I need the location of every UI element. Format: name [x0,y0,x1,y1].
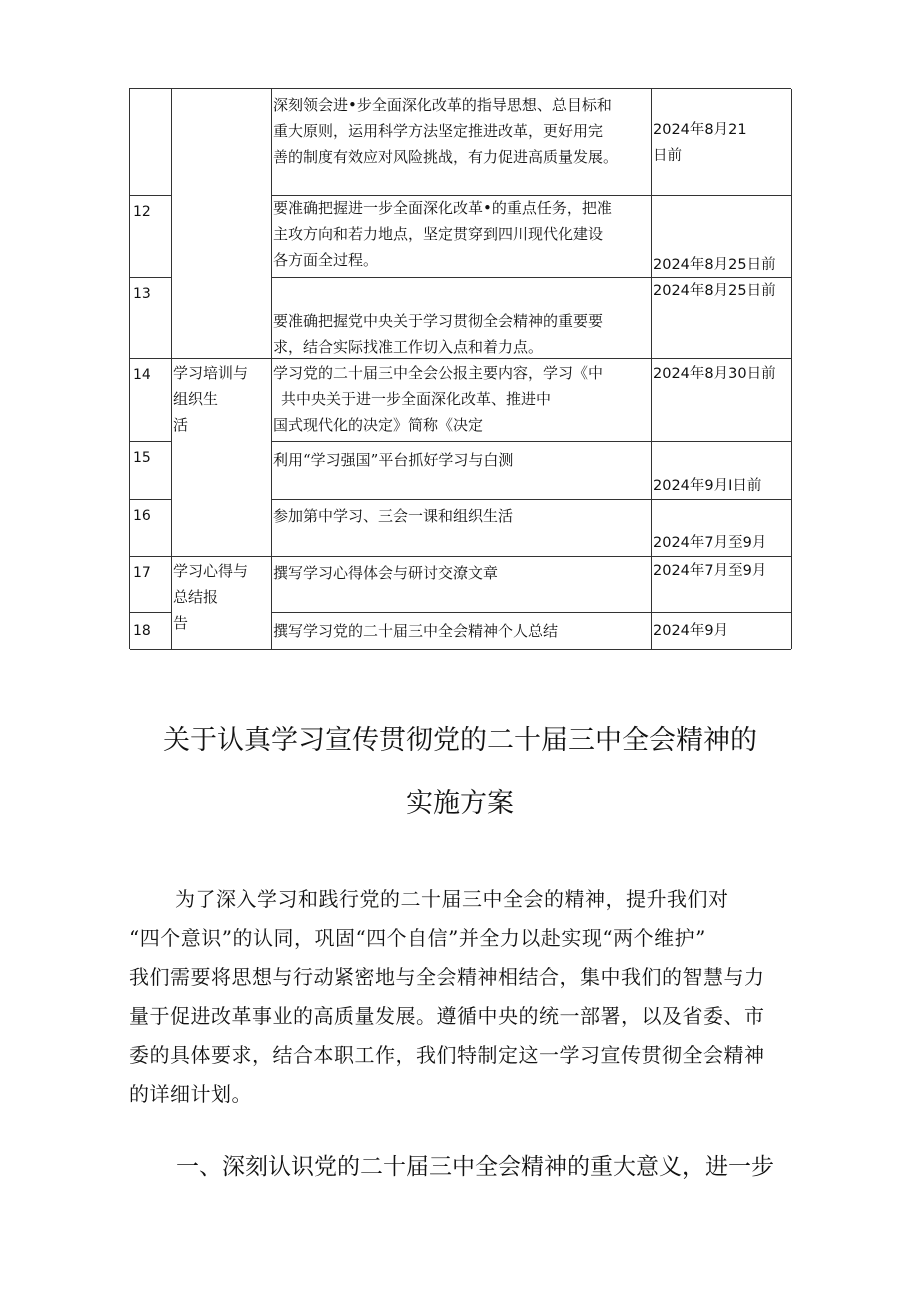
row-divider [130,441,171,442]
category-line: 告 [173,614,189,632]
row-divider [130,195,171,196]
paragraph-line: 量于促进改革事业的高质量发展。遵循中央的统一部署，以及省委、市 [129,1004,765,1028]
task-cell: 利用“学习强国”平台抓好学习与白测 [273,451,514,469]
task-cell [273,308,603,360]
table-divider [171,89,172,649]
row-number: 14 [133,367,151,383]
row-divider [130,499,171,500]
task-cell: 撰写学习党的二十届三中全会精神个人总结 [273,622,559,640]
row-divider [271,612,791,613]
row-divider [271,499,791,500]
paragraph-line: 我们需要将思想与行动紧密地与全会精神相结合，集中我们的智慧与力 [129,965,765,989]
task-cell [273,195,612,273]
task-line: 共中央关于进一步全面深化改革、推进中 [281,390,552,408]
category-line: 组织生 [173,390,219,408]
row-number: 15 [133,450,151,466]
category-line: 总结报 [173,588,219,606]
document-title: 关于认真学习宣传贯彻党的二十届三中全会精神的 [163,725,757,756]
task-line: 国式现代化的决定》简称《决定 [273,416,484,434]
deadline-cell: 2024年7月至9月 [653,535,767,551]
paragraph-line: 委的具体要求，结合本职工作，我们特制定这一学习宣传贯彻全会精神 [129,1043,765,1067]
task-cell [273,360,603,438]
task-line: 各方面全过程。 [273,251,379,269]
task-cell: 撰写学习心得体会与研讨交潦文章 [273,564,499,582]
section-heading: 一、深刻认识党的二十届三中全会精神的重大意义，进一步 [176,1154,774,1180]
row-divider [130,556,791,557]
task-line: 深刻领会进•步全面深化改革的指导思想、总目标和 [273,96,612,114]
row-number: 18 [133,623,151,639]
task-line: 重大原则，运用科学方法坚定推进改革，更好用完 [273,122,604,140]
deadline-cell: 2024年9月 [653,623,729,639]
category-line: 活 [173,416,189,434]
deadline-cell: 2024年7月至9月 [653,563,767,579]
row-divider [130,277,171,278]
row-number: 12 [133,204,151,220]
category-cell [173,558,248,636]
document-title-line2: 实施方案 [406,788,514,819]
task-line: 学习党的二十届三中全会公报主要内容，学习《中 [273,364,604,382]
table-divider [651,89,652,649]
paragraph-line: 的详细计划。 [129,1082,252,1106]
table-divider [271,89,272,649]
task-line: 要准确把握党中央关于学习贯彻全会精神的重要要 [273,312,604,330]
category-line: 学习培训与 [173,364,249,382]
table-border [130,649,791,650]
task-line: 要准确把握进一步全面深化改革•的重点任务，把准 [273,199,612,217]
deadline-line: 日前 [653,148,682,164]
task-line: 主攻方向和若力地点，坚定贯穿到四川现代化建设 [273,225,604,243]
task-cell [273,92,618,170]
deadline-cell [653,117,747,169]
intro-paragraph [129,880,789,1114]
paragraph-line: “四个意识”的认同，巩固“四个自信”并全力以赴实现“两个维护” [129,926,706,950]
category-line: 学习心得与 [173,562,249,580]
paragraph-line: 为了深入学习和践行党的二十届三中全会的精神，提升我们对 [175,887,729,911]
task-line: 求，结合实际找准工作切入点和着力点。 [273,338,544,356]
task-cell: 参加第中学习、三会一课和组织生活 [273,507,514,525]
row-divider [130,612,171,613]
deadline-cell: 2024年8月30日前 [653,366,776,382]
row-number: 16 [133,508,151,524]
row-number: 13 [133,286,151,302]
task-line: 善的制度有效应对风险挑战，有力促进高质量发展。 [273,148,619,166]
deadline-cell: 2024年8月25日前 [653,257,776,273]
table-border [791,89,792,649]
deadline-cell: 2024年9月I日前 [653,478,762,494]
category-cell [173,360,248,438]
row-number: 17 [133,565,151,581]
task-table [129,88,791,649]
deadline-line: 2024年8月21 [653,122,747,138]
row-divider [271,441,791,442]
deadline-cell: 2024年8月25日前 [653,283,776,299]
